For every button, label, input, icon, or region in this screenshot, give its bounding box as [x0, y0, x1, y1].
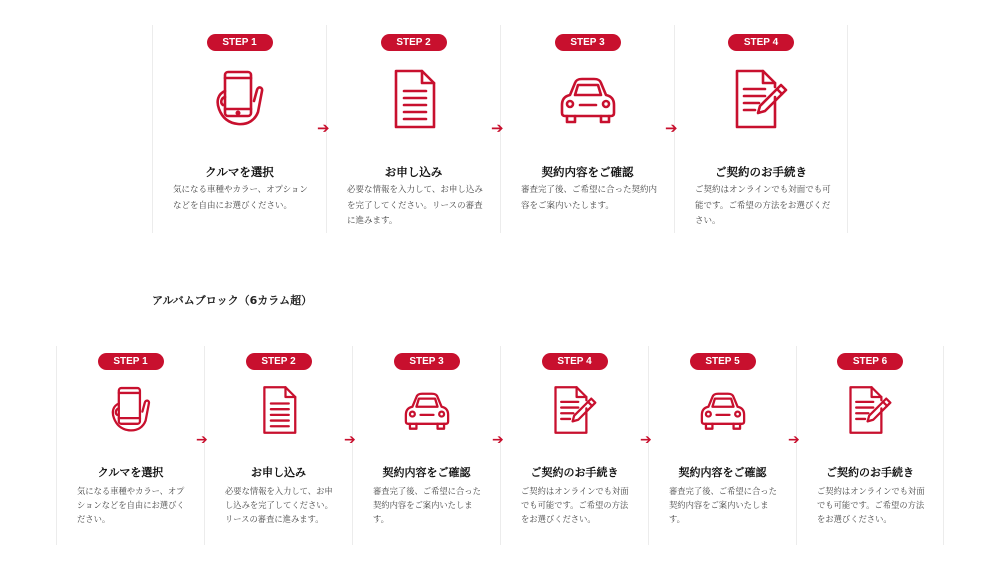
step-description: 気になる車種やカラー、オプションなどを自由にお選びください。 [173, 185, 308, 211]
step-title: クルマを選択 [205, 165, 274, 179]
steps-row-6col [56, 346, 944, 545]
document-icon [382, 67, 446, 131]
car-icon [556, 67, 620, 131]
contract-pen-icon [729, 67, 793, 131]
smartphone-hand-icon [208, 67, 272, 131]
step-badge: STEP 2 [381, 34, 447, 51]
step-badge: STEP 5 [690, 353, 756, 370]
step-badge: STEP 3 [394, 353, 460, 370]
step-card-3 [344, 346, 500, 545]
step-badge: STEP 1 [98, 353, 164, 370]
step-card-4 [492, 346, 648, 545]
step-description: 必要な情報を入力して、お申し込みを完了してください。リースの審査に進みます。 [347, 185, 483, 226]
document-icon [253, 384, 305, 436]
step-title: 契約内容をご確認 [382, 466, 471, 479]
step-card-1 [152, 25, 326, 233]
arrow-right-icon: ➔ [788, 432, 800, 448]
step-badge: STEP 2 [246, 353, 312, 370]
step-title: ご契約のお手続き [530, 466, 619, 479]
steps-row-4col [152, 25, 848, 233]
step-description: 審査完了後、ご希望に合った契約内容をご案内いたします。 [373, 486, 481, 524]
car-icon [401, 384, 453, 436]
step-card-4 [665, 25, 848, 233]
step-badge: STEP 3 [555, 34, 621, 51]
arrow-right-icon: ➔ [196, 432, 208, 448]
step-description: 気になる車種やカラー、オプションなどを自由にお選びください。 [77, 486, 185, 524]
step-card-2 [196, 346, 352, 545]
step-card-5 [640, 346, 796, 545]
step-description: 必要な情報を入力して、お申し込みを完了してください。リースの審査に進みます。 [225, 486, 333, 524]
step-title: お申し込み [251, 466, 306, 479]
step-description: 審査完了後、ご希望に合った契約内容をご案内いたします。 [669, 486, 777, 524]
step-title: お申し込み [384, 165, 443, 179]
step-title: 契約内容をご確認 [678, 466, 767, 479]
step-card-3 [491, 25, 674, 233]
section-heading: アルバムブロック（6カラム超） [152, 294, 313, 307]
arrow-right-icon: ➔ [665, 119, 678, 137]
contract-pen-icon [844, 384, 896, 436]
arrow-right-icon: ➔ [640, 432, 652, 448]
car-icon [697, 384, 749, 436]
step-badge: STEP 1 [207, 34, 273, 51]
step-title: ご契約のお手続き [715, 165, 807, 179]
step-badge: STEP 6 [837, 353, 903, 370]
step-card-1 [56, 346, 204, 545]
arrow-right-icon: ➔ [492, 432, 504, 448]
step-card-2 [317, 25, 500, 233]
step-badge: STEP 4 [542, 353, 608, 370]
arrow-right-icon: ➔ [317, 119, 330, 137]
step-badge: STEP 4 [728, 34, 794, 51]
contract-pen-icon [549, 384, 601, 436]
arrow-right-icon: ➔ [344, 432, 356, 448]
step-title: ご契約のお手続き [826, 466, 914, 479]
smartphone-hand-icon [105, 384, 157, 436]
step-title: 契約内容をご確認 [541, 165, 634, 179]
step-description: ご契約はオンラインでも対面でも可能です。ご希望の方法をお選びください。 [817, 486, 925, 524]
step-description: ご契約はオンラインでも対面でも可能です。ご希望の方法をお選びください。 [521, 486, 629, 524]
step-description: ご契約はオンラインでも対面でも可能です。ご希望の方法をお選びください。 [695, 185, 831, 226]
step-title: クルマを選択 [97, 466, 164, 479]
step-description: 審査完了後、ご希望に合った契約内容をご案内いたします。 [521, 185, 658, 211]
arrow-right-icon: ➔ [491, 119, 504, 137]
step-card-6 [788, 346, 944, 545]
